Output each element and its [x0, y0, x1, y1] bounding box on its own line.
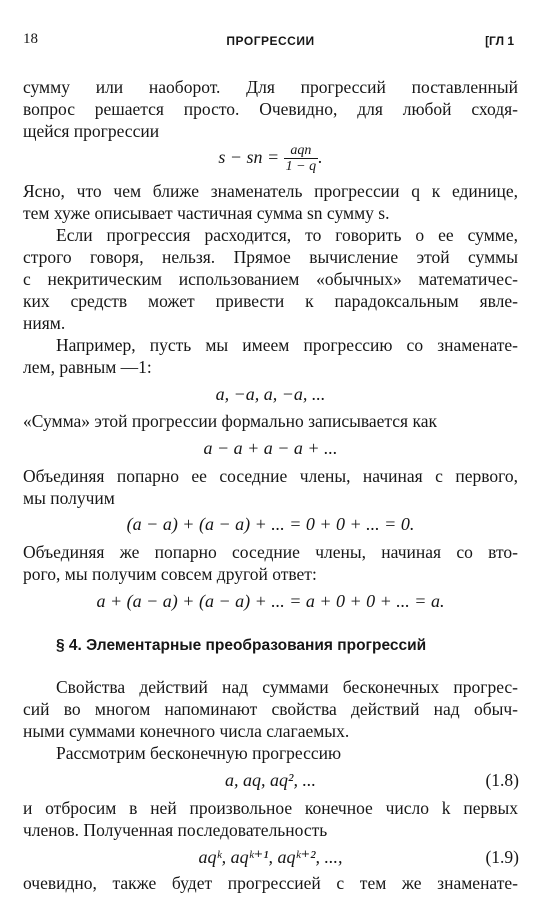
page-number: 18 [23, 31, 38, 47]
equation-period: . [318, 147, 323, 167]
running-title: ПРОГРЕССИИ [226, 34, 315, 48]
fraction-numerator: aqn [284, 143, 318, 159]
fraction [284, 143, 318, 174]
text-line: Если прогрессия расходится, то говорить о ее сумме, [56, 225, 518, 245]
text-line: членов. Полученная последовательность [23, 820, 328, 840]
chapter-marker: [ГЛ 1 [485, 34, 514, 48]
text-line: Рассмотрим бесконечную прогрессию [56, 743, 342, 763]
text-line: вопрос решается просто. Очевидно, для любой сходя- [23, 99, 518, 119]
text-line: сий во многом напоминают свойства действий над обыч- [23, 699, 518, 719]
fraction-denominator: 1 − q [285, 159, 317, 175]
text-line: мы получим [23, 488, 115, 508]
section-title: § 4. Элементарные преобразования прогрессий [56, 637, 427, 654]
text-line: тем хуже описывает частичная сумма sn сумму s. [23, 203, 390, 223]
text-line: «Сумма» этой прогрессии формально записывается как [23, 411, 437, 431]
equation-number: (1.8) [485, 770, 519, 790]
equation-subsequence: aqᵏ, aqᵏ⁺¹, aqᵏ⁺², ..., [198, 847, 343, 867]
text-line: Ясно, что чем ближе знаменатель прогрессии q к единице, [23, 181, 518, 201]
text-line: ниям. [23, 313, 66, 333]
text-line: Свойства действий над суммами бесконечных прогрес- [56, 677, 518, 697]
equation-formal-sum: a − a + a − a + ... [203, 438, 338, 458]
text-line: Например, пусть мы имеем прогрессию со знаменате- [56, 335, 518, 355]
equation-second-grouping: a + (a − a) + (a − a) + ... = a + 0 + 0 + ... = a. [96, 591, 445, 611]
equation-progression: a, aq, aq², ... [225, 770, 316, 790]
text-line: ких средств может привести к парадоксальным явле- [23, 291, 518, 311]
text-line: с некритическим использованием «обычных» математичес- [23, 269, 518, 289]
equation-partial-sum [0, 140, 541, 174]
text-line: щейся прогрессии [23, 121, 160, 141]
equation-first-grouping: (a − a) + (a − a) + ... = 0 + 0 + ... = 0. [126, 514, 415, 534]
text-line: Объединяя попарно ее соседние члены, начиная с первого, [23, 466, 518, 486]
text-line: и отбросим в ней произвольное конечное число k первых [23, 798, 518, 818]
equation-alternating: a, −a, a, −a, ... [215, 384, 326, 404]
text-line: Объединяя же попарно соседние члены, начиная со вто- [23, 542, 518, 562]
text-line: строго говоря, нельзя. Прямое вычисление этой суммы [23, 247, 518, 267]
equation-lhs: s − sn = [218, 147, 280, 167]
text-line: рого, мы получим совсем другой ответ: [23, 564, 317, 584]
text-line: лем, равным —1: [23, 357, 152, 377]
equation-number: (1.9) [485, 847, 519, 867]
text-line: ными суммами конечного числа слагаемых. [23, 721, 350, 741]
text-line: очевидно, также будет прогрессией с тем же знаменате- [23, 873, 518, 893]
text-line: сумму или наоборот. Для прогрессий поставленный [23, 77, 518, 97]
